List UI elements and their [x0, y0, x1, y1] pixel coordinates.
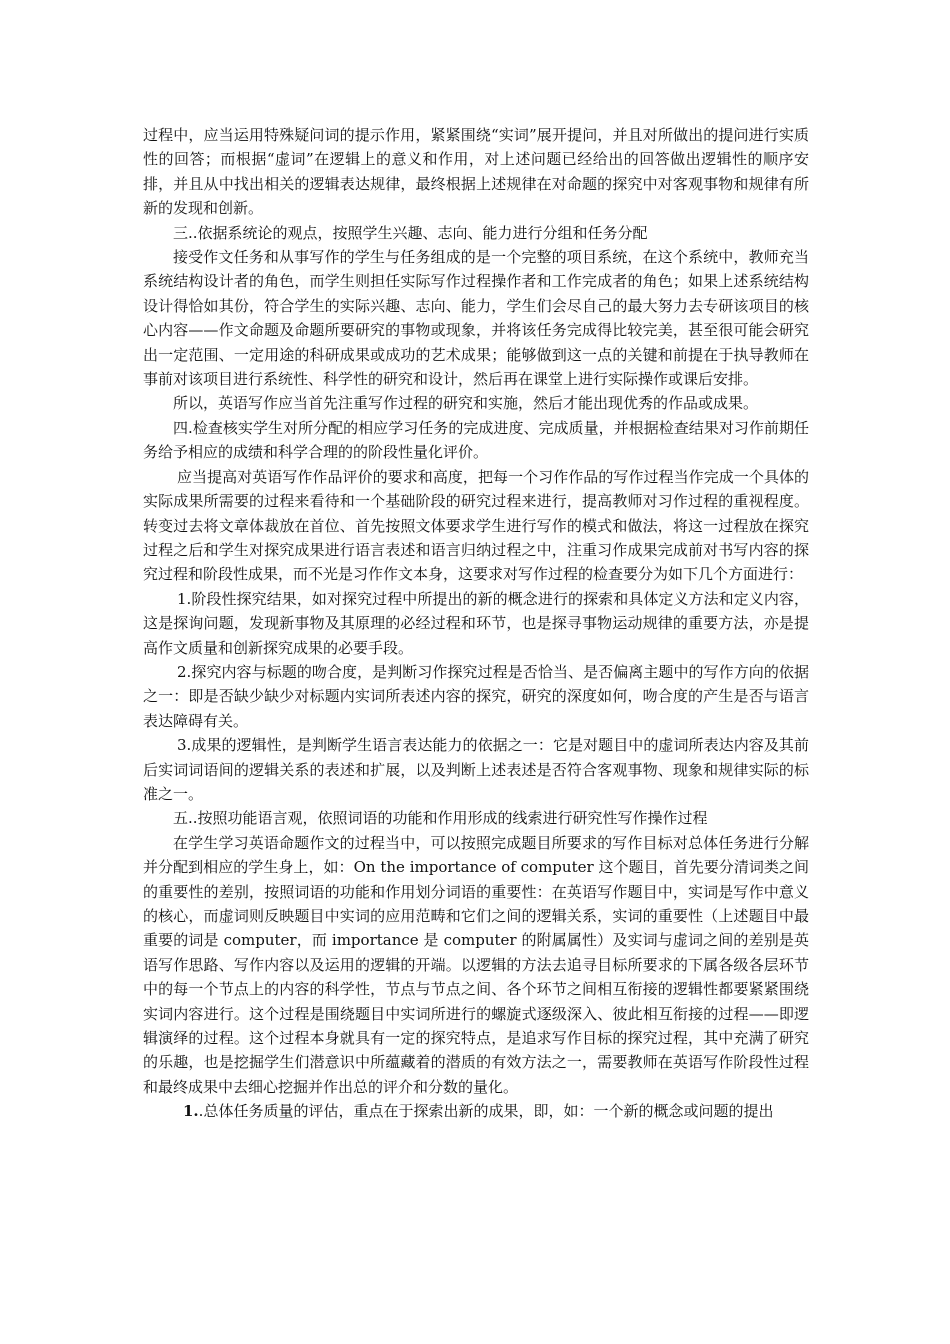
- section-heading-4: 四.检查核实学生对所分配的相应学习任务的完成进度、完成质量，并根据检查结果对习作前期任务给予相应的成绩和科学合理的的阶段性量化评价。: [143, 418, 809, 462]
- list-item-text: .总体任务质量的评估，重点在于探索出新的成果，即，如：一个新的概念或问题的提出: [198, 1102, 774, 1121]
- paragraph: 接受作文任务和从事写作的学生与任务组成的是一个完整的项目系统，在这个系统中，教师充当系统结构设计者的角色，而学生则担任实际写作过程操作者和工作完成者的角色；如果上述系统结构设计得恰如其份，符合学生的实际兴趣、志向、能力，学生们会尽自己的最大努力去专研该项目的核心内容——作文命题及命题所要研究的事物或现象，并将该任务完成得比较完美，甚至很可能会研究出一定范围、一定用途的科研成果或成功的艺术成果；能够做到这一点的关键和前提在于执导教师在事前对该项目进行系统性、科学性的研究和设计，然后再在课堂上进行实际操作或课后安排。: [143, 248, 809, 389]
- section-heading-5: 五..按照功能语言观，依照词语的功能和作用形成的线索进行研究性写作操作过程: [173, 809, 708, 828]
- section-heading-3: 三..依据系统论的观点，按照学生兴趣、志向、能力进行分组和任务分配: [173, 223, 648, 242]
- paragraph: 在学生学习英语命题作文的过程当中，可以按照完成题目所要求的写作目标对总体任务进行分解并分配到相应的学生身上，如：On the importance of computer 这个题目，首先要分清词类之间的重要性的差别，按照词语的功能和作用划分词语的重要性：在英语写作题目中，实词是写作中意义的核心，而虚词则反映题目中实词的应用范畴和它们之间的逻辑关系，实词的重要性（上述题目中最重要的词是 computer，而 importance 是 computer 的附属属性）及实词与虚词之间的差别是英语写作思路、写作内容以及运用的逻辑的开端。以逻辑的方法去追寻目标所要求的下属各级各层环节中的每一个节点上的内容的科学性，节点与节点之间、各个环节之间相互衔接的逻辑性都要紧紧围绕实词内容进行。这个过程是围绕题目中实词所进行的螺旋式逐级深入、彼此相互衔接的过程——即逻辑演绎的过程。这个过程本身就具有一定的探究特点，是追求写作目标的探究过程，其中充满了研究的乐趣，也是挖掘学生们潜意识中所蕴藏着的潜质的有效方法之一，需要教师在英语写作阶段性过程和最终成果中去细心挖掘并作出总的评介和分数的量化。: [143, 833, 809, 1096]
- list-item: [143, 1099, 809, 1123]
- paragraph-continuation: 过程中，应当运用特殊疑问词的提示作用，紧紧围绕“实词”展开提问，并且对所做出的提问进行实质性的回答；而根据“虚词”在逻辑上的意义和作用，对上述问题已经给出的回答做出逻辑性的顺序安排，并且从中找出相关的逻辑表达规律，最终根据上述规律在对命题的探究中对客观事物和规律有所新的发现和创新。: [143, 126, 809, 218]
- paragraph: 应当提高对英语写作作品评价的要求和高度，把每一个习作作品的写作过程当作完成一个具体的实际成果所需要的过程来看待和一个基础阶段的研究过程来进行，提高教师对习作过程的重视程度。转变过去将文章体裁放在首位、首先按照文体要求学生进行写作的模式和做法，将这一过程放在探究过程之后和学生对探究成果进行语言表述和语言归纳过程之中，注重习作成果完成前对书写内容的探究过程和阶段性成果，而不光是习作作文本身，这要求对写作过程的检查要分为如下几个方面进行：: [143, 467, 809, 584]
- list-item-number: 1.: [183, 1102, 199, 1121]
- paragraph: 所以，英语写作应当首先注重写作过程的研究和实施，然后才能出现优秀的作品或成果。: [173, 394, 759, 413]
- list-item: 2.探究内容与标题的吻合度，是判断习作探究过程是否恰当、是否偏离主题中的写作方向的依据之一：即是否缺少缺少对标题内实词所表述内容的探究，研究的深度如何，吻合度的产生是否与语言表达障碍有关。: [143, 662, 809, 730]
- list-item: 3.成果的逻辑性，是判断学生语言表达能力的依据之一：它是对题目中的虚词所表达内容及其前后实词词语间的逻辑关系的表述和扩展，以及判断上述表述是否符合客观事物、现象和规律实际的标准之一。: [143, 736, 809, 803]
- list-item: 1.阶段性探究结果，如对探究过程中所提出的新的概念进行的探索和具体定义方法和定义内容，这是探询问题，发现新事物及其原理的必经过程和环节，也是探寻事物运动规律的重要方法，亦是提高作文质量和创新探究成果的必要手段。: [143, 589, 809, 657]
- document-body: [143, 123, 809, 1124]
